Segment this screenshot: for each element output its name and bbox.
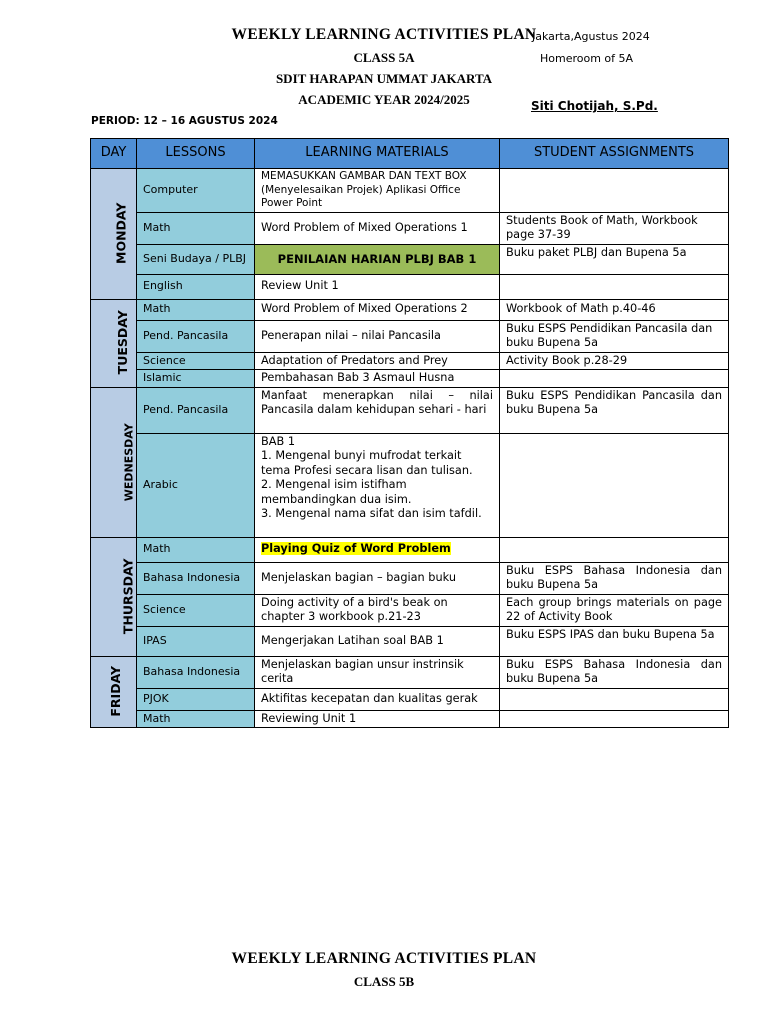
assignment-cell [500,710,729,728]
material-cell: Review Unit 1 [255,274,500,299]
lesson-cell: Math [137,299,255,320]
assignment-cell [500,274,729,299]
assignment-cell: Buku ESPS Bahasa Indonesia dan buku Bupena 5a [500,562,729,594]
assignment-cell [500,537,729,562]
material-cell: Menjelaskan bagian unsur instrinsik cerita [255,656,500,688]
table-row [91,433,729,537]
assignment-cell: Activity Book p.28-29 [500,352,729,370]
lesson-cell: PJOK [137,688,255,710]
lesson-cell: Science [137,594,255,626]
header-day: DAY [91,139,137,169]
material-cell-arabic [255,433,500,537]
day-monday: MONDAY [91,169,137,300]
material-cell: Word Problem of Mixed Operations 2 [255,299,500,320]
lesson-cell: Science [137,352,255,370]
lesson-cell: Bahasa Indonesia [137,562,255,594]
assignment-cell: Each group brings materials on page 22 of Activity Book [500,594,729,626]
table-row [91,212,729,244]
assignment-cell: Buku paket PLBJ dan Bupena 5a [500,244,729,274]
lesson-cell: IPAS [137,626,255,656]
lesson-cell: Math [137,710,255,728]
lesson-cell: Math [137,537,255,562]
material-line: 2. Mengenal isim istifham membandingkan dua isim. [261,478,412,506]
lesson-cell: Math [137,212,255,244]
day-friday: FRIDAY [91,656,137,728]
day-thursday: THURSDAY [91,537,137,656]
assignment-cell: Buku ESPS Bahasa Indonesia dan buku Bupena 5a [500,656,729,688]
assignment-cell [500,169,729,213]
assignment-cell: Buku ESPS Pendidikan Pancasila dan buku Bupena 5a [500,387,729,433]
lesson-cell: Computer [137,169,255,213]
table-row [91,169,729,213]
table-row [91,244,729,274]
assignment-cell [500,688,729,710]
assignment-cell: Buku ESPS IPAS dan buku Bupena 5a [500,626,729,656]
assignment-cell [500,370,729,388]
assignment-cell: Students Book of Math, Workbook page 37-39 [500,212,729,244]
signatory-name: Siti Chotijah, S.Pd. [531,99,658,113]
material-line: BAB 1 [261,434,296,448]
table-row [91,299,729,320]
table-row [91,320,729,352]
lesson-cell: Pend. Pancasila [137,387,255,433]
lesson-cell: Islamic [137,370,255,388]
material-cell: Penerapan nilai – nilai Pancasila [255,320,500,352]
page-title: WEEKLY LEARNING ACTIVITIES PLAN [231,26,537,43]
material-cell-assessment: PENILAIAN HARIAN PLBJ BAB 1 [255,244,500,274]
table-row [91,710,729,728]
material-line: 1. Mengenal bunyi mufrodat terkait tema Profesi secara lisan dan tulisan. [261,449,473,477]
day-wednesday: WEDNESDAY [91,387,137,537]
material-cell [255,537,500,562]
highlighted-material: Playing Quiz of Word Problem [261,542,451,556]
next-page-class: CLASS 5B [353,974,415,989]
header-lessons: LESSONS [137,139,255,169]
table-row [91,537,729,562]
header-materials: LEARNING MATERIALS [255,139,500,169]
table-row [91,352,729,370]
table-row [91,370,729,388]
lesson-cell: Bahasa Indonesia [137,656,255,688]
header-assignments: STUDENT ASSIGNMENTS [500,139,729,169]
assignment-cell [500,433,729,537]
material-cell: Adaptation of Predators and Prey [255,352,500,370]
table-row [91,594,729,626]
assignment-cell: Workbook of Math p.40-46 [500,299,729,320]
assignment-cell: Buku ESPS Pendidikan Pancasila dan buku Bupena 5a [500,320,729,352]
material-cell: Menjelaskan bagian – bagian buku [255,562,500,594]
next-page-title: WEEKLY LEARNING ACTIVITIES PLAN [231,950,537,967]
table-row [91,656,729,688]
day-tuesday: TUESDAY [91,299,137,387]
lesson-cell: English [137,274,255,299]
material-cell: Aktifitas kecepatan dan kualitas gerak [255,688,500,710]
activities-table [90,138,729,728]
class-label: CLASS 5A [353,50,415,65]
material-line: 3. Mengenal nama sifat dan isim tafdil. [261,507,482,520]
table-row [91,387,729,433]
lesson-cell: Arabic [137,433,255,537]
lesson-cell: Seni Budaya / PLBJ [137,244,255,274]
material-cell: MEMASUKKAN GAMBAR DAN TEXT BOX (Menyelesaikan Projek) Aplikasi Office Power Point [255,169,500,213]
homeroom-label: Homeroom of 5A [540,52,634,65]
table-row [91,626,729,656]
material-cell: Mengerjakan Latihan soal BAB 1 [255,626,500,656]
table-row [91,688,729,710]
place-date: Jakarta,Agustus 2024 [532,30,650,43]
period-label: PERIOD: 12 – 16 AGUSTUS 2024 [91,115,278,127]
material-cell: Word Problem of Mixed Operations 1 [255,212,500,244]
lesson-cell: Pend. Pancasila [137,320,255,352]
material-cell: Doing activity of a bird's beak on chapter 3 workbook p.21-23 [255,594,500,626]
academic-year: ACADEMIC YEAR 2024/2025 [298,92,470,107]
table-row [91,562,729,594]
material-cell: Manfaat menerapkan nilai – nilai Pancasila dalam kehidupan sehari - hari [255,387,500,433]
material-cell: Reviewing Unit 1 [255,710,500,728]
material-cell: Pembahasan Bab 3 Asmaul Husna [255,370,500,388]
school-name: SDIT HARAPAN UMMAT JAKARTA [275,71,493,86]
table-row [91,274,729,299]
table-header-row [91,139,729,169]
